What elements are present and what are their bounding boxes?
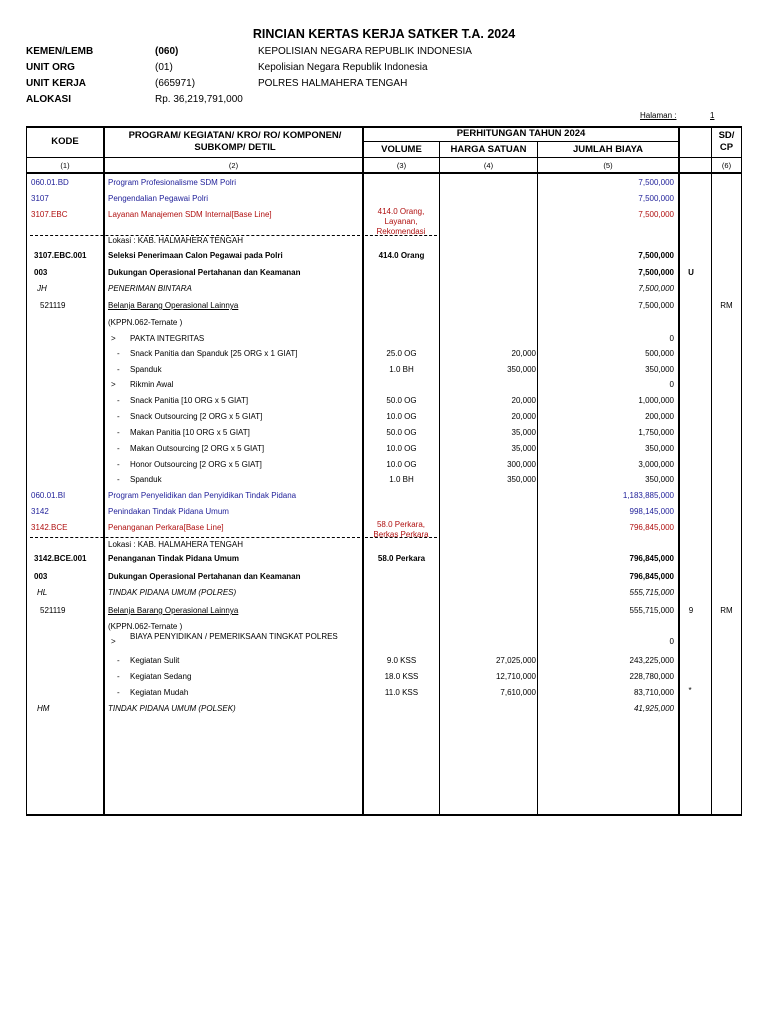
header-label: ALOKASI	[26, 94, 71, 105]
row-volume: 414.0 Orang, Layanan, Rekomendasi	[376, 207, 426, 236]
row-description: Snack Outsourcing [2 ORG x 5 GIAT]	[130, 412, 263, 421]
col-number-5: (5)	[603, 161, 613, 170]
row-description: Lokasi : KAB. HALMAHERA TENGAH	[108, 540, 244, 549]
row-description: Dukungan Operasional Pertahanan dan Keamanan	[108, 268, 301, 277]
row-harga: 35,000	[511, 444, 536, 453]
row-description: Belanja Barang Operasional Lainnya	[108, 606, 239, 615]
row-jumlah: 228,780,000	[629, 672, 674, 681]
row-bullet: -	[117, 688, 120, 697]
row-kode: 3107	[31, 194, 49, 203]
th-harga: HARGA SATUAN	[450, 144, 527, 155]
row-description: Lokasi : KAB. HALMAHERA TENGAH	[108, 236, 244, 245]
row-jumlah: 243,225,000	[629, 656, 674, 665]
row-jumlah: 350,000	[645, 365, 674, 374]
row-kode: 3142.BCE	[31, 523, 68, 532]
col-border-sd	[711, 126, 712, 816]
header-name: POLRES HALMAHERA TENGAH	[258, 78, 408, 89]
row-description: Kegiatan Sulit	[130, 656, 180, 665]
row-bullet: -	[117, 656, 120, 665]
row-jumlah: 83,710,000	[633, 688, 674, 697]
row-jumlah: 500,000	[645, 349, 674, 358]
row-harga: 350,000	[507, 475, 536, 484]
row-volume: 414.0 Orang	[378, 251, 425, 260]
row-volume: 58.0 Perkara, Berkas Perkara	[373, 520, 429, 539]
row-harga: 20,000	[511, 412, 536, 421]
row-jumlah: 1,000,000	[638, 396, 674, 405]
header-label: UNIT ORG	[26, 62, 75, 73]
th-jumlah: JUMLAH BIAYA	[572, 144, 644, 155]
col-number-4: (4)	[483, 161, 494, 170]
row-kode: 3142.BCE.001	[34, 554, 87, 563]
numbers-divider	[26, 172, 742, 174]
row-description: Layanan Manajemen SDM Internal[Base Line]	[108, 210, 272, 219]
row-description: PAKTA INTEGRITAS	[130, 334, 205, 343]
row-volume: 50.0 OG	[386, 396, 417, 405]
row-jumlah: 1,750,000	[638, 428, 674, 437]
row-kode: 3142	[31, 507, 49, 516]
row-kode: 060.01.BI	[31, 491, 66, 500]
header-code: (060)	[155, 46, 179, 57]
row-jumlah: 7,500,000	[638, 268, 674, 277]
row-description: PENERIMAN BINTARA	[108, 284, 192, 293]
row-kode: 003	[34, 572, 48, 581]
row-jumlah: 200,000	[645, 412, 674, 421]
row-description: BIAYA PENYIDIKAN / PEMERIKSAAN TINGKAT POLRES	[130, 632, 338, 641]
row-description: Spanduk	[130, 475, 162, 484]
row-bullet: >	[111, 334, 116, 343]
header-name: Kepolisian Negara Republik Indonesia	[258, 62, 428, 73]
row-jumlah: 7,500,000	[638, 284, 674, 293]
row-description: Snack Panitia dan Spanduk [25 ORG x 1 GIAT]	[130, 349, 298, 358]
row-jumlah: 3,000,000	[638, 460, 674, 469]
row-jumlah: 555,715,000	[629, 588, 674, 597]
header-label: UNIT KERJA	[26, 78, 87, 89]
row-description: Kegiatan Sedang	[130, 672, 192, 681]
row-description: Belanja Barang Operasional Lainnya	[108, 301, 239, 310]
row-jumlah: 41,925,000	[633, 704, 674, 713]
row-kode: HM	[37, 704, 50, 713]
row-bullet: -	[117, 444, 120, 453]
row-volume: 50.0 OG	[386, 428, 417, 437]
row-jumlah: 0	[669, 637, 674, 646]
col-border-jumlah	[678, 126, 680, 816]
header-divider	[26, 157, 742, 158]
perhitungan-divider	[362, 141, 679, 142]
row-volume: 58.0 Perkara	[377, 554, 426, 563]
row-description: Kegiatan Mudah	[130, 688, 189, 697]
row-volume: 25.0 OG	[386, 349, 417, 358]
row-kode: 521119	[40, 606, 66, 615]
row-jumlah: 7,500,000	[638, 178, 674, 187]
table-bottom-border	[26, 814, 742, 816]
row-jumlah: 796,845,000	[629, 523, 674, 532]
row-jumlah: 0	[669, 334, 674, 343]
row-mark: 9	[688, 606, 694, 615]
row-bullet: >	[111, 380, 116, 389]
th-sdcp: SD/ CP	[718, 130, 735, 153]
row-mark: *	[688, 686, 692, 695]
row-description: Honor Outsourcing [2 ORG x 5 GIAT]	[130, 460, 262, 469]
row-description: Penindakan Tindak Pidana Umum	[108, 507, 229, 516]
col-border-program	[362, 126, 364, 816]
header-code: (01)	[155, 62, 173, 73]
row-bullet: -	[117, 475, 120, 484]
row-sdcp: RM	[720, 606, 733, 615]
header-name: KEPOLISIAN NEGARA REPUBLIK INDONESIA	[258, 46, 472, 57]
row-bullet: -	[117, 396, 120, 405]
row-jumlah: 1,183,885,000	[622, 491, 674, 500]
row-volume: 9.0 KSS	[386, 656, 417, 665]
row-jumlah: 7,500,000	[638, 301, 674, 310]
row-jumlah: 796,845,000	[629, 554, 674, 563]
row-description: (KPPN.062-Ternate )	[108, 318, 183, 327]
row-kode: JH	[37, 284, 47, 293]
row-description: Snack Panitia [10 ORG x 5 GIAT]	[130, 396, 249, 405]
row-jumlah: 998,145,000	[629, 507, 674, 516]
row-jumlah: 555,715,000	[629, 606, 674, 615]
row-harga: 300,000	[507, 460, 536, 469]
row-bullet: -	[117, 672, 120, 681]
row-jumlah: 796,845,000	[629, 572, 674, 581]
row-jumlah: 7,500,000	[638, 251, 674, 260]
row-harga: 20,000	[511, 396, 536, 405]
row-volume: 10.0 OG	[386, 444, 417, 453]
row-volume: 1.0 BH	[389, 475, 414, 484]
row-description: Makan Outsourcing [2 ORG x 5 GIAT]	[130, 444, 265, 453]
row-volume: 11.0 KSS	[384, 688, 419, 697]
row-description: Makan Panitia [10 ORG x 5 GIAT]	[130, 428, 250, 437]
row-bullet: -	[117, 412, 120, 421]
row-mark: U	[688, 268, 694, 277]
th-volume: VOLUME	[381, 144, 422, 155]
col-border-left	[26, 126, 27, 816]
row-kode: 3107.EBC.001	[34, 251, 87, 260]
row-kode: 3107.EBC	[31, 210, 68, 219]
row-harga: 350,000	[507, 365, 536, 374]
row-jumlah: 0	[669, 380, 674, 389]
row-description: Rikmin Awal	[130, 380, 174, 389]
header-code: (665971)	[155, 78, 196, 89]
row-sdcp: RM	[720, 301, 733, 310]
col-number-1: (1)	[60, 161, 70, 170]
row-bullet: -	[117, 428, 120, 437]
row-harga: 20,000	[511, 349, 536, 358]
row-description: Spanduk	[130, 365, 162, 374]
row-description: Seleksi Penerimaan Calon Pegawai pada Polri	[108, 251, 283, 260]
row-kode: 521119	[40, 301, 66, 310]
row-harga: 27,025,000	[495, 656, 536, 665]
row-harga: 12,710,000	[495, 672, 536, 681]
row-description: TINDAK PIDANA UMUM (POLSEK)	[108, 704, 236, 713]
row-kode: 060.01.BD	[31, 178, 69, 187]
lokasi-separator	[30, 537, 360, 538]
th-kode: KODE	[51, 136, 79, 147]
row-jumlah: 7,500,000	[638, 210, 674, 219]
col-border-right	[741, 126, 742, 816]
col-number-3: (3)	[396, 161, 407, 170]
row-jumlah: 350,000	[645, 444, 674, 453]
row-description: Dukungan Operasional Pertahanan dan Keamanan	[108, 572, 301, 581]
row-description: Program Profesionalisme SDM Polri	[108, 178, 237, 187]
col-number-2: (2)	[228, 161, 239, 170]
col-number-6: (6)	[721, 161, 732, 170]
row-description: TINDAK PIDANA UMUM (POLRES)	[108, 588, 237, 597]
row-description: Pengendalian Pegawai Polri	[108, 194, 209, 203]
row-kode: HL	[37, 588, 48, 597]
row-description: Penanganan Perkara[Base Line]	[108, 523, 224, 532]
row-kode: 003	[34, 268, 48, 277]
row-bullet: >	[111, 637, 116, 646]
col-border-kode	[103, 126, 105, 816]
row-bullet: -	[117, 349, 120, 358]
row-volume: 1.0 BH	[389, 365, 414, 374]
header-code: Rp. 36,219,791,000	[155, 94, 243, 105]
th-perhitungan: PERHITUNGAN TAHUN 2024	[456, 128, 586, 139]
row-volume: 10.0 OG	[386, 412, 417, 421]
row-bullet: -	[117, 460, 120, 469]
row-harga: 7,610,000	[500, 688, 536, 697]
th-program: PROGRAM/ KEGIATAN/ KRO/ RO/ KOMPONEN/ SUBKOMP/ DETIL	[128, 130, 342, 153]
row-jumlah: 350,000	[645, 475, 674, 484]
row-harga: 35,000	[511, 428, 536, 437]
row-bullet: -	[117, 365, 120, 374]
halaman-value: 1	[710, 111, 715, 120]
halaman-label: Halaman :	[640, 111, 677, 120]
page-title: RINCIAN KERTAS KERJA SATKER T.A. 2024	[252, 27, 516, 41]
row-description: Program Penyelidikan dan Penyidikan Tindak Pidana	[108, 491, 297, 500]
header-label: KEMEN/LEMB	[26, 46, 94, 57]
row-jumlah: 7,500,000	[638, 194, 674, 203]
row-description: (KPPN.062-Ternate )	[108, 622, 183, 631]
row-volume: 18.0 KSS	[384, 672, 419, 681]
row-volume: 10.0 OG	[386, 460, 417, 469]
row-description: Penanganan Tindak Pidana Umum	[108, 554, 239, 563]
